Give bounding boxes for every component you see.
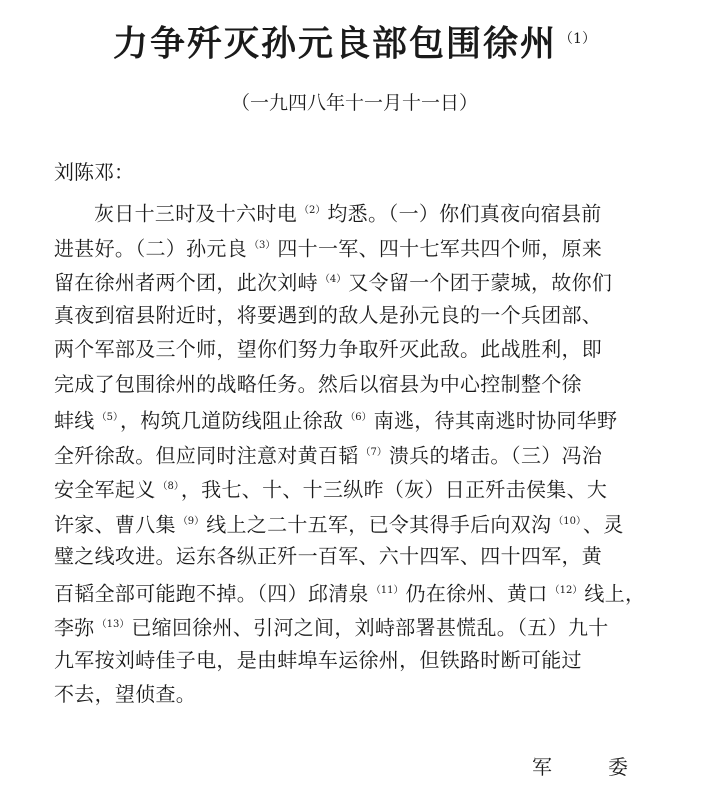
body-line bbox=[54, 505, 670, 540]
body-line bbox=[54, 677, 670, 712]
body-text-segment: 又令留一个团于蒙城，故你们 bbox=[348, 270, 613, 295]
body-text-segment: 均悉。（一）你们真夜向宿县前 bbox=[327, 201, 602, 226]
body-text-segment: 完成了包围徐州的战略任务。然后以宿县为中心控制整个徐 bbox=[54, 371, 582, 396]
body-line bbox=[54, 574, 670, 609]
footnote-marker: （8） bbox=[157, 481, 179, 492]
body-text-segment: 留在徐州者两个团，此次刘峙 bbox=[54, 270, 318, 295]
footnote-marker: （5） bbox=[96, 412, 118, 423]
footnote-marker: （7） bbox=[360, 446, 387, 458]
document-date: （一九四八年十一月十一日） bbox=[230, 92, 478, 114]
body-text-segment: 、灵 bbox=[583, 512, 624, 537]
body-line bbox=[54, 436, 670, 471]
body-text-segment: 仍在徐州、黄口 bbox=[405, 581, 548, 606]
footnote-marker: （6） bbox=[345, 412, 372, 423]
body-text-segment: 真夜到宿县附近时，将要遇到的敌人是孙元良的一个兵团部、 bbox=[54, 302, 603, 327]
body-line bbox=[54, 298, 670, 333]
body-text-segment: 已缩回徐州、引河之间，刘峙部署甚慌乱。（五）九十 bbox=[131, 615, 609, 640]
body-text-segment: 线上， bbox=[584, 581, 646, 606]
footnote-marker: （3） bbox=[249, 239, 276, 251]
document-title bbox=[0, 14, 709, 70]
body-line bbox=[54, 401, 670, 436]
signature: 军 委 bbox=[532, 755, 646, 779]
body-text-segment: 四十一军、四十七军共四个师，原来 bbox=[277, 236, 603, 261]
document-body bbox=[54, 194, 670, 712]
footnote-marker: （9） bbox=[177, 515, 205, 527]
body-text-segment: 百韬全部可能跑不掉。（四）邱清泉 bbox=[54, 581, 369, 606]
body-text-segment: 两个军部及三个师，望你们努力争取歼灭此敌。此战胜利，即 bbox=[54, 337, 603, 361]
body-text-segment: 溃兵的堵击。（三）冯治 bbox=[388, 443, 603, 468]
body-text-segment: 璧之线攻进。运东各纵正歼一百军、六十四军、四十四军，黄 bbox=[54, 544, 603, 568]
body-line bbox=[54, 332, 670, 367]
footnote-marker: （4） bbox=[319, 274, 347, 285]
body-text-segment: 全歼徐敌。但应同时注意对黄百韬 bbox=[54, 443, 359, 468]
body-text-segment: 蚌线 bbox=[54, 408, 95, 433]
body-text-segment: 李弥 bbox=[54, 615, 95, 640]
body-text-segment: 九军按刘峙佳子电，是由蚌埠车运徐州，但铁路时断可能过 bbox=[54, 647, 582, 672]
body-line bbox=[54, 367, 670, 402]
body-text-segment: ，我七、十、十三纵昨（灰）日正歼击侯集、大 bbox=[180, 477, 608, 502]
body-line bbox=[54, 643, 670, 678]
title-text: 力争歼灭孙元良部包围徐州 bbox=[113, 24, 558, 65]
footnote-marker: （12） bbox=[549, 584, 583, 596]
footnote-marker: （10） bbox=[553, 515, 582, 527]
body-line bbox=[54, 194, 670, 229]
body-line bbox=[54, 470, 670, 505]
body-line bbox=[54, 229, 670, 264]
body-line bbox=[54, 539, 670, 574]
body-text-segment: 南逃，待其南逃时协同华野 bbox=[373, 408, 618, 433]
footnote-marker: （11） bbox=[370, 584, 404, 596]
body-text-segment: 不去，望侦查。 bbox=[54, 682, 197, 706]
title-footnote-marker: （1） bbox=[559, 31, 596, 47]
salutation: 刘陈邓： bbox=[54, 160, 134, 184]
body-text-segment: 进甚好。（二）孙元良 bbox=[54, 236, 247, 261]
footnote-marker: （2） bbox=[299, 205, 326, 216]
body-text-segment: 线上之二十五军，已令其得手后向双沟 bbox=[206, 512, 552, 537]
body-text-segment: 灰日十三时及十六时电 bbox=[94, 201, 297, 226]
body-text-segment: 安全军起义 bbox=[54, 477, 156, 502]
body-line bbox=[54, 263, 670, 298]
body-text-segment: 许家、曹八集 bbox=[54, 512, 176, 537]
body-text-segment: ，构筑几道防线阻止徐敌 bbox=[119, 408, 344, 433]
footnote-marker: （13） bbox=[96, 619, 130, 630]
body-line bbox=[54, 608, 670, 643]
